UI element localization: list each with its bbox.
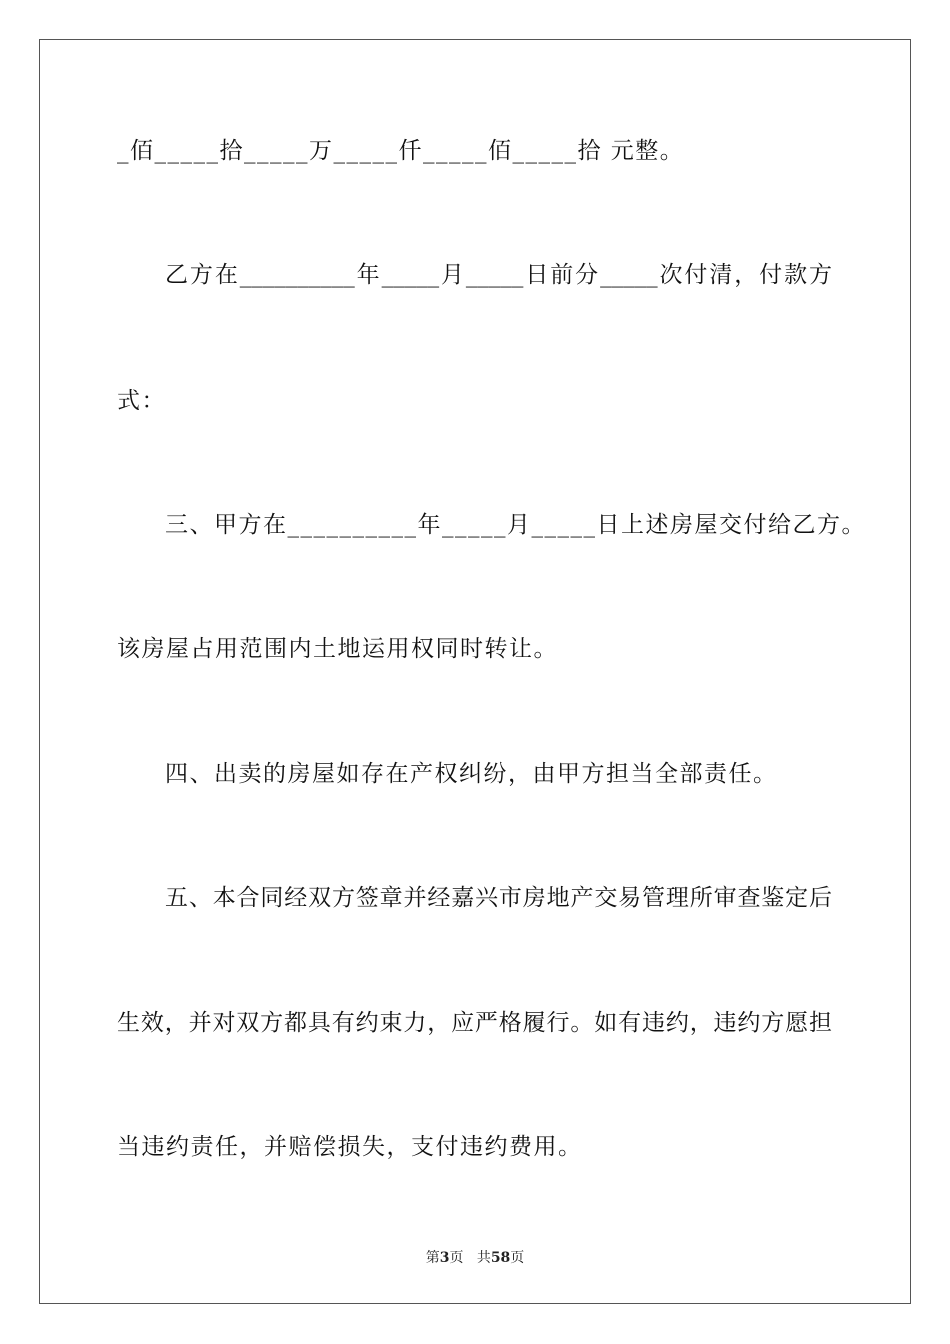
document-line-9: 当违约责任，并赔偿损失，支付违约费用。 [117, 1134, 583, 1160]
document-line-2: 乙方在__________年_____月_____日前分_____次付清，付款方 [165, 262, 832, 288]
total-suffix: 页 [510, 1250, 525, 1266]
document-line-6: 四、出卖的房屋如存在产权纠纷，由甲方担当全部责任。 [165, 761, 778, 787]
page-suffix: 页 [449, 1250, 464, 1266]
document-line-4: 三、甲方在__________年_____月_____日上述房屋交付给乙方。 [165, 512, 866, 538]
total-prefix: 共 [476, 1250, 491, 1266]
total-pages: 58 [490, 1250, 511, 1266]
document-line-1: _佰_____拾_____万_____仟_____佰_____拾 元整。 [117, 138, 685, 164]
page-footer [0, 1249, 950, 1267]
document-line-7: 五、本合同经双方签章并经嘉兴市房地产交易管理所审查鉴定后 [165, 885, 832, 911]
page-number: 3 [439, 1250, 450, 1266]
page-frame [39, 39, 911, 1304]
document-line-8: 生效，并对双方都具有约束力，应严格履行。如有违约，违约方愿担 [117, 1010, 832, 1036]
document-line-3: 式： [117, 388, 166, 414]
document-line-5: 该房屋占用范围内土地运用权同时转让。 [117, 636, 558, 662]
page-prefix: 第 [425, 1250, 440, 1266]
